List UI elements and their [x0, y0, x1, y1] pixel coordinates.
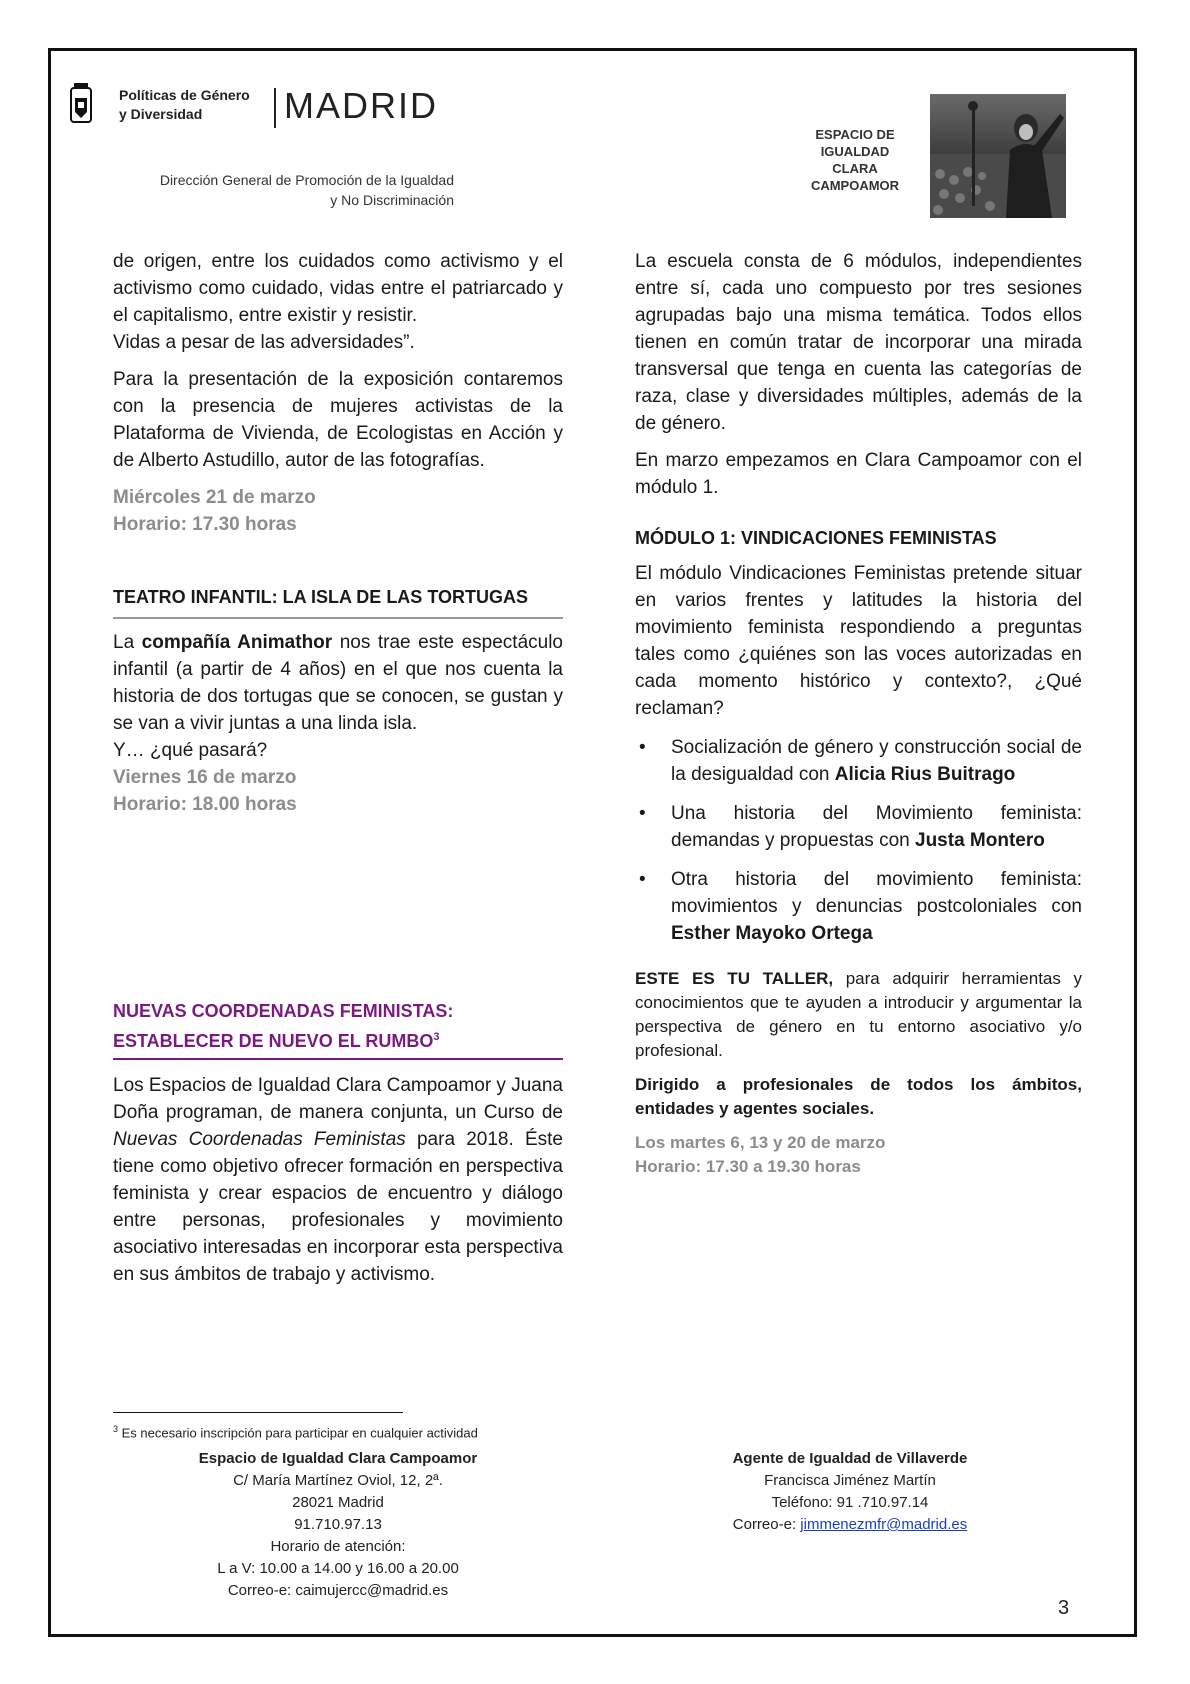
modulo-paragraph: El módulo Vindicaciones Feministas pretende situar en varios frentes y latitudes la historia del movimiento feminista respondiendo a preguntas tales como ¿quiénes son las voces autorizadas en cada momento histórico y contexto?, ¿Qué reclaman?: [635, 563, 1082, 719]
escuela-paragraph: La escuela consta de 6 módulos, independientes entre sí, cada uno compuesto por tres sesiones agrupadas bajo una misma temática. Todos ellos tienen en común tratar de incorporar una mirada transversal que tenga en cuenta las categorías de raza, clase y diversidades múltiples, además de la de género.: [635, 251, 1082, 434]
page-number: 3: [1058, 1597, 1070, 1619]
nuevas-coordenadas-heading: NUEVAS COORDENADAS FEMINISTAS: ESTABLECER DE NUEVO EL RUMBO$^3$: [113, 998, 563, 1060]
clara-campoamor-photo: [930, 94, 1066, 218]
exposition-text-end: de origen, entre los cuidados como activismo y el activismo como cuidado, vidas entre el patriarcado y el capitalismo, entre existir y resistir.: [113, 251, 563, 326]
teatro-question: Y… ¿qué pasará?: [113, 740, 268, 761]
modulo-heading: MÓDULO 1: VINDICACIONES FEMINISTAS: [635, 528, 997, 548]
espacio-label: ESPACIO DE IGUALDAD CLARA CAMPOAMOR: [810, 127, 900, 193]
teatro-heading: TEATRO INFANTIL: LA ISLA DE LAS TORTUGAS: [113, 584, 563, 619]
header-divider: [274, 88, 276, 128]
footnote: $^3$ Es necesario inscripción para participar en cualquier actividad: [113, 1424, 478, 1441]
city-name: MADRID: [284, 85, 438, 126]
event-time: Horario: 17.30 horas: [113, 514, 297, 535]
presentation-paragraph: Para la presentación de la exposición contaremos con la presencia de mujeres activistas de la Plataforma de Vivienda, de Ecologistas en Acción y de Alberto Astudillo, autor de las fotografías.: [113, 369, 563, 471]
email-link[interactable]: jimmenezmfr@madrid.es: [800, 1516, 968, 1533]
event-date: Miércoles 21 de marzo: [113, 487, 316, 508]
teatro-date: Viernes 16 de marzo: [113, 767, 297, 788]
madrid-crest-icon: [70, 82, 92, 126]
nuevas-coordenadas-paragraph: Los Espacios de Igualdad Clara Campoamor y Juana Doña programan, de manera conjunta, un Curso de Nuevas Coordenadas Feministas para 2018. Éste tiene como objetivo ofrecer formación en perspectiva feminista y crear espacios de encuentro y diálogo entre personas, profesionales y movimiento asociativo interesadas en incorporar esta perspectiva en sus ámbitos de trabajo y activismo.: [113, 1075, 563, 1285]
modulo-time: Horario: 17.30 a 19.30 horas: [635, 1157, 861, 1176]
exposition-quote-end: Vidas a pesar de las adversidades”.: [113, 332, 415, 353]
direction-general: Dirección General de Promoción de la Igualdad y No Discriminación: [159, 172, 454, 208]
teatro-paragraph: La compañía Animathor nos trae este espectáculo infantil (a partir de 4 años) en el que nos cuenta la historia de dos tortugas que se conocen, se gustan y se van a vivir juntas a una linda isla.: [113, 632, 563, 734]
right-column: [635, 248, 1082, 1179]
marzo-paragraph: En marzo empezamos en Clara Campoamor con el módulo 1.: [635, 450, 1082, 498]
list-item: • Una historia del Movimiento feminista: demandas y propuestas con Justa Montero: [635, 800, 1082, 854]
taller-paragraph: ESTE ES TU TALLER, para adquirir herramientas y conocimientos que te ayuden a introducir y argumentar la perspectiva de género en tu entorno asociativo y/o profesional.: [635, 969, 1083, 1060]
org-name: Políticas de Género y Diversidad: [119, 87, 250, 122]
left-column: [113, 248, 563, 1288]
modulo-dates: Los martes 6, 13 y 20 de marzo: [635, 1133, 886, 1152]
footnote-divider: [113, 1412, 403, 1413]
dirigido-paragraph: Dirigido a profesionales de todos los ámbitos, entidades y agentes sociales.: [635, 1075, 1082, 1118]
list-item: • Socialización de género y construcción social de la desigualdad con Alicia Rius Buitrago: [635, 734, 1082, 788]
teatro-time: Horario: 18.00 horas: [113, 794, 297, 815]
company-name: compañía Animathor: [141, 632, 333, 653]
list-item: • Otra historia del movimiento feminista: movimientos y denuncias postcoloniales con Esther Mayoko Ortega: [635, 866, 1082, 947]
contact-espacio: Espacio de Igualdad Clara Campoamor C/ María Martínez Oviol, 12, 2ª. 28021 Madrid 91.710.97.13 Horario de atención: L a V: 10.00 a 14.00 y 16.00 a 20.00 Correo-e: caimujercc@madrid.es: [198, 1450, 478, 1599]
contact-agente: Agente de Igualdad de Villaverde Francisca Jiménez Martín Teléfono: 91 .710.97.14 Correo-e: jimmenezmfr@madrid.es: [732, 1450, 968, 1533]
